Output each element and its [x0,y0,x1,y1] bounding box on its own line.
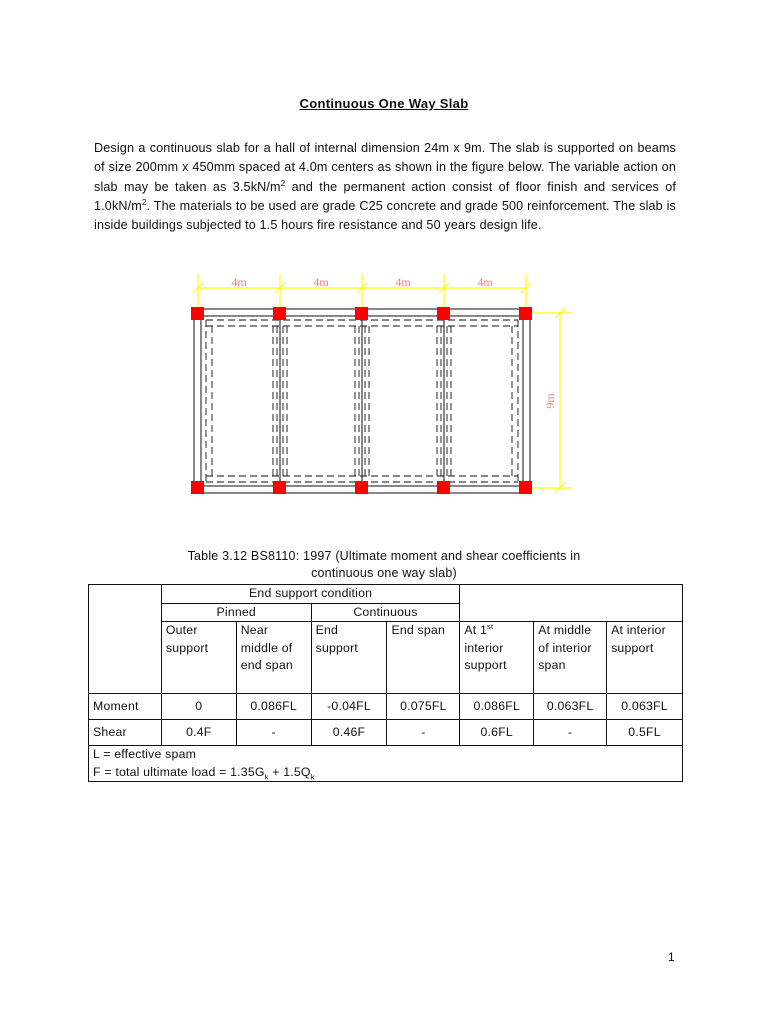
blank-header-right [460,585,683,622]
moment-value: 0.075FL [387,694,460,720]
page-title: Continuous One Way Slab [299,96,469,111]
moment-value: 0.063FL [607,694,683,720]
span-label-3: 4m [395,275,411,289]
interior-beam-edges [280,316,444,486]
shear-value: 0.5FL [607,720,683,746]
moment-value: 0.086FL [236,694,311,720]
col-first-interior-support: At 1st interior support [460,622,534,694]
shear-value: - [534,720,607,746]
shear-value: - [236,720,311,746]
col-end-support: End support [311,622,387,694]
col-near-middle-end-span: Near middle of end span [236,622,311,694]
problem-statement: Design a continuous slab for a hall of internal dimension 24m x 9m. The slab is supported on beams of size 200mm x 450mm spaced at 4.0m centers as shown in the figure below. The variable action on slab may be taken as $3.5kN/m^2$ and the permanent action consist of floor finish and services of $1.0kN/m^2$. The materials to be used are grade C25 concrete and grade 500 reinforcement. The slab is inside buildings subjected to 1.5 hours fire resistance and 50 years design life. [94,141,676,233]
shear-row-label: Shear [89,720,162,746]
pinned-header: Pinned [161,603,311,622]
page-number: 1 [668,950,675,964]
col-outer-support: Outer support [161,622,236,694]
span-label-2: 4m [313,275,329,289]
col-middle-interior-span: At middle of interior span [534,622,607,694]
continuous-header: Continuous [311,603,460,622]
shear-value: 0.46F [311,720,387,746]
table-caption: Table 3.12 BS8110: 1997 (Ultimate moment and shear coefficients in continuous one way slab) [187,549,581,580]
slab-plan-figure [180,268,590,508]
shear-value: 0.6FL [460,720,534,746]
table-row [89,720,683,746]
table-note-row [89,746,683,782]
height-label: 9m [543,393,557,409]
moment-row-label: Moment [89,694,162,720]
shear-value: - [387,720,460,746]
shear-value: 0.4F [161,720,236,746]
moment-value: 0.063FL [534,694,607,720]
moment-value: 0.086FL [460,694,534,720]
moment-value: -0.04FL [311,694,387,720]
end-support-condition-header: End support condition [161,585,459,604]
moment-value: 0 [161,694,236,720]
span-label-4: 4m [477,275,493,289]
blank-header-cell [89,585,162,694]
coefficient-table [88,584,683,782]
span-label-1: 4m [231,275,247,289]
col-end-span: End span [387,622,460,694]
col-interior-support: At interior support [607,622,683,694]
table-row [89,694,683,720]
table-note: L = effective spam F = total ultimate load = $1.35G_k + 1.5Q_k$ [89,746,683,782]
